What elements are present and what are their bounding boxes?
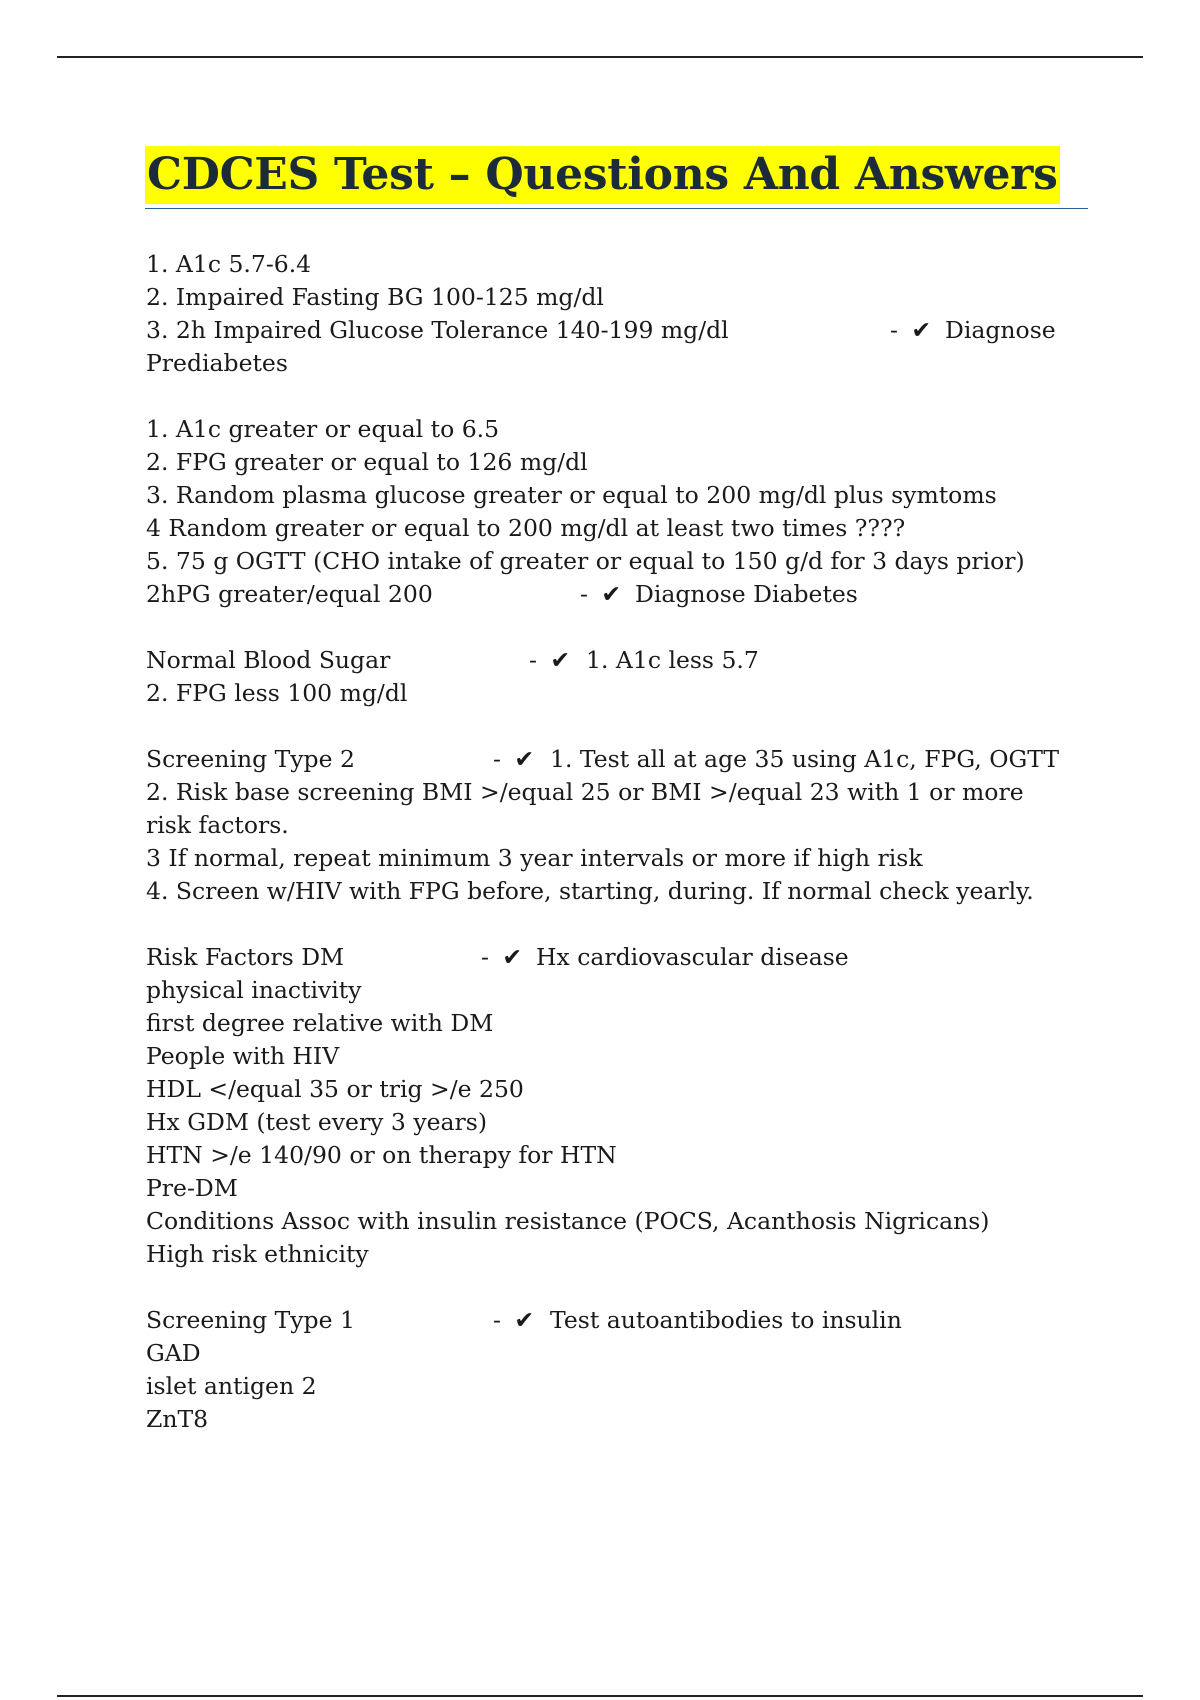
answer-line: Hx GDM (test every 3 years) <box>146 1108 488 1136</box>
question-line: Screening Type 2 - ✔ 1. Test all at age 35 using A1c, FPG, OGTT <box>146 743 1066 776</box>
answer-line: HTN >/e 140/90 or on therapy for HTN <box>146 1141 617 1169</box>
question-line: 2. Impaired Fasting BG 100-125 mg/dl <box>146 283 604 311</box>
flashcard <box>146 644 1066 710</box>
answer-line: 2. Risk base screening BMI >/equal 25 or BMI >/equal 23 with 1 or more <box>146 778 1024 806</box>
check-icon: ✔ <box>514 1306 535 1334</box>
answer-text: Diagnose Diabetes <box>635 580 858 608</box>
question-line: 3. Random plasma glucose greater or equal to 200 mg/dl plus symtoms <box>146 481 997 509</box>
answer-line: Conditions Assoc with insulin resistance (POCS, Acanthosis Nigricans) <box>146 1207 990 1235</box>
top-rule <box>57 56 1143 58</box>
answer-separator: - ✔ <box>481 941 530 974</box>
answer-line: Prediabetes <box>146 349 288 377</box>
answer-separator: - ✔ <box>493 743 542 776</box>
flashcard <box>146 413 1066 611</box>
check-icon: ✔ <box>514 745 535 773</box>
check-icon: ✔ <box>550 646 571 674</box>
answer-separator: - ✔ <box>493 1304 542 1337</box>
page-title: CDCES Test – Questions And Answers <box>145 146 1060 204</box>
question-line: Normal Blood Sugar - ✔ 1. A1c less 5.7 <box>146 644 1066 677</box>
answer-separator: - ✔ <box>580 578 629 611</box>
answer-line: GAD <box>146 1339 201 1367</box>
answer-line: risk factors. <box>146 811 289 839</box>
question-line: 1. A1c 5.7-6.4 <box>146 250 312 278</box>
answer-text: Diagnose <box>945 316 1056 344</box>
flashcard <box>146 941 1066 1271</box>
answer-text: Hx cardiovascular disease <box>536 943 849 971</box>
answer-line: ZnT8 <box>146 1405 209 1433</box>
answer-line: first degree relative with DM <box>146 1009 494 1037</box>
question-line: 3. 2h Impaired Glucose Tolerance 140-199 mg/dl - ✔ Diagnose <box>146 314 1066 347</box>
flashcard <box>146 248 1066 380</box>
flashcard-list <box>146 248 1066 1469</box>
answer-line: High risk ethnicity <box>146 1240 369 1268</box>
bottom-rule <box>57 1695 1143 1697</box>
answer-text: Test autoantibodies to insulin <box>550 1306 902 1334</box>
check-icon: ✔ <box>911 316 932 344</box>
answer-text: 1. A1c less 5.7 <box>586 646 759 674</box>
question-line: 1. A1c greater or equal to 6.5 <box>146 415 500 443</box>
question-line: 5. 75 g OGTT (CHO intake of greater or equal to 150 g/d for 3 days prior) <box>146 547 1025 575</box>
check-icon: ✔ <box>502 943 523 971</box>
question-line: Risk Factors DM - ✔ Hx cardiovascular disease <box>146 941 1066 974</box>
flashcard <box>146 743 1066 908</box>
answer-line: 3 If normal, repeat minimum 3 year intervals or more if high risk <box>146 844 923 872</box>
answer-line: 2. FPG less 100 mg/dl <box>146 679 408 707</box>
answer-separator: - ✔ <box>529 644 578 677</box>
answer-line: 4. Screen w/HIV with FPG before, starting, during. If normal check yearly. <box>146 877 1034 905</box>
check-icon: ✔ <box>601 580 622 608</box>
answer-separator: - ✔ <box>890 314 939 347</box>
answer-line: HDL </equal 35 or trig >/e 250 <box>146 1075 524 1103</box>
question-line: 2hPG greater/equal 200 - ✔ Diagnose Diabetes <box>146 578 1066 611</box>
answer-line: Pre-DM <box>146 1174 238 1202</box>
answer-line: islet antigen 2 <box>146 1372 317 1400</box>
flashcard <box>146 1304 1066 1436</box>
question-line: 2. FPG greater or equal to 126 mg/dl <box>146 448 588 476</box>
question-line: 4 Random greater or equal to 200 mg/dl at least two times ???? <box>146 514 906 542</box>
answer-text: 1. Test all at age 35 using A1c, FPG, OGTT <box>550 745 1060 773</box>
question-line: Screening Type 1 - ✔ Test autoantibodies to insulin <box>146 1304 1066 1337</box>
answer-line: People with HIV <box>146 1042 340 1070</box>
title-block <box>145 146 1088 209</box>
answer-line: physical inactivity <box>146 976 362 1004</box>
